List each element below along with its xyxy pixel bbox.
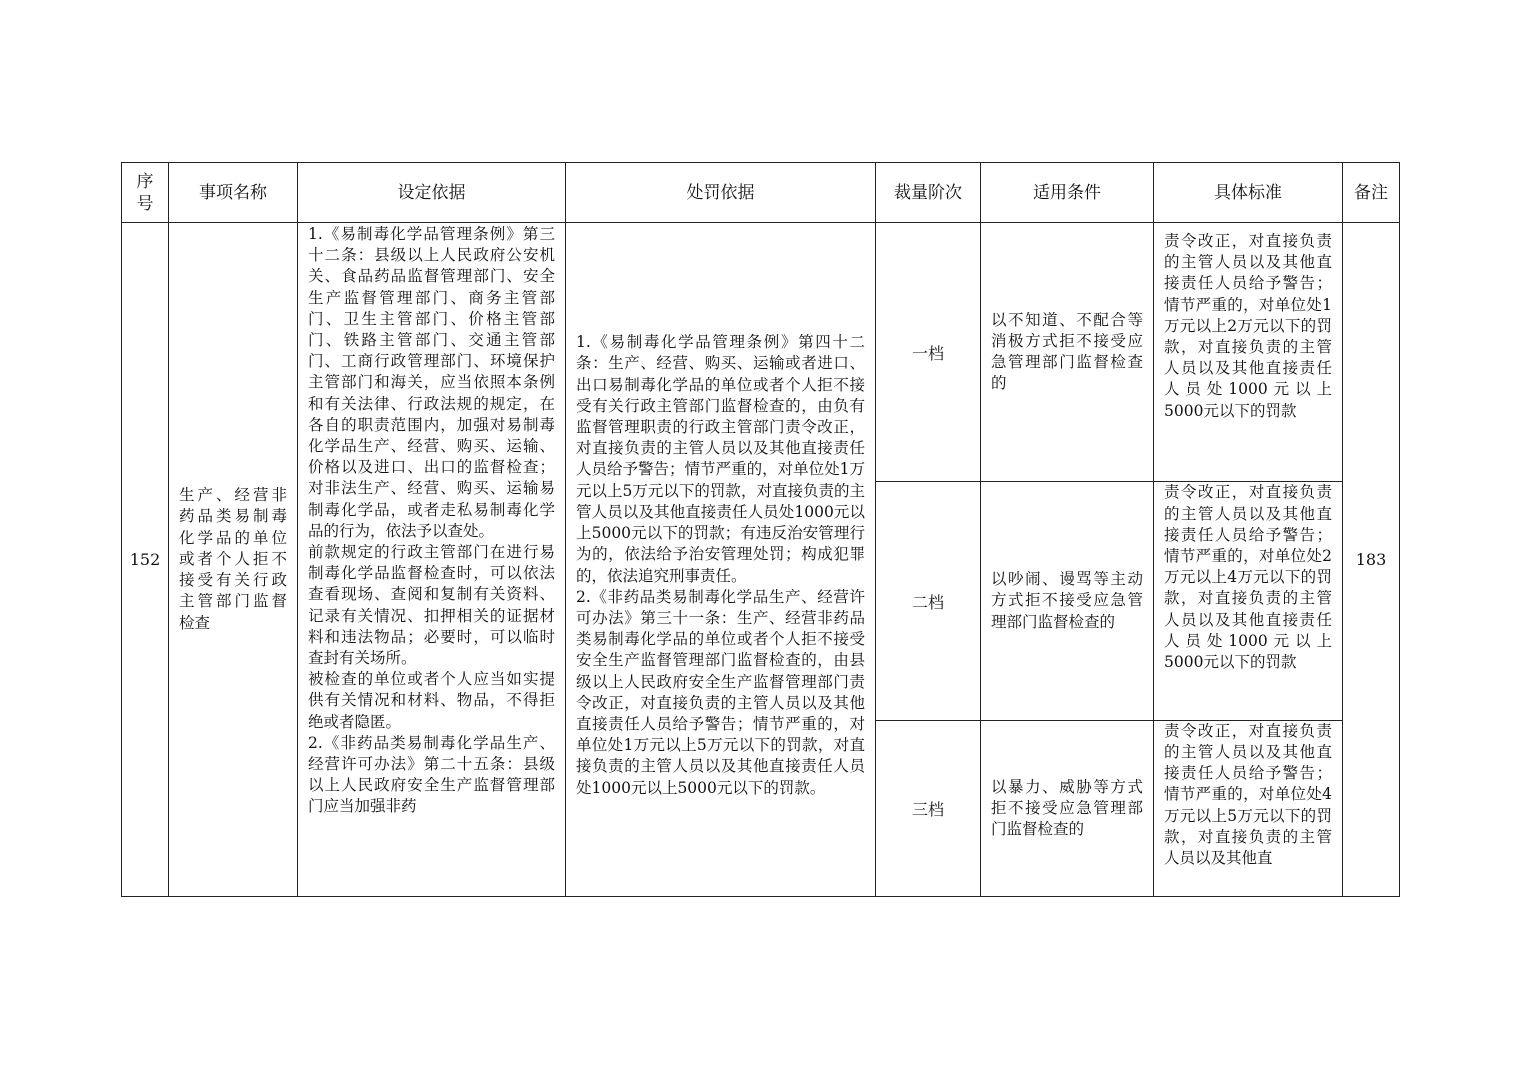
tier-2-level: 二档 xyxy=(876,482,981,720)
row-item-cell xyxy=(169,223,298,897)
row-no: 152 xyxy=(122,223,169,897)
header-standard: 具体标准 xyxy=(1154,163,1343,223)
header-basis: 设定依据 xyxy=(298,163,566,223)
tier-1-condition: 以不知道、不配合等消极方式拒不接受应急管理部门监督检查的 xyxy=(991,310,1143,393)
tier-3-standard: 责令改正，对直接负责的主管人员以及其他直接责任人员给予警告；情节严重的，对单位处4万元以上5万元以下的罚款，对直接负责的主管人员以及其他直 xyxy=(1164,721,1332,867)
tier-2-condition-cell xyxy=(981,482,1154,720)
row-basis: 1.《易制毒化学品管理条例》第三十二条：县级以上人民政府公安机关、食品药品监督管理部门、安全生产监督管理部门、商务主管部门、卫生主管部门、价格主管部门、铁路主管部门、交通主管部门、工商行政管理部门、环境保护主管部门和海关，应当依照本条例和有关法律、行政法规的规定，在各自的职责范围内，加强对易制毒化学品生产、经营、购买、运输、价格以及进口、出口的监督检查；对非法生产、经营、购买、运输易制毒化学品，或者走私易制毒化学品的行为，依法予以查处。 前款规定的行政主管部门在进行易制毒化学品监督检查时，可以依法查看现场、查阅和复制有关资料、记录有关情况、扣押相关的证据材料和违法物品；必要时，可以临时查封有关场所。 被检查的单位或者个人应当如实提供有关情况和材料、物品，不得拒绝或者隐匿。 2.《非药品类易制毒化学品生产、经营许可办法》第二十五条：县级以上人民政府安全生产监督管理部门应当加强非药 xyxy=(308,225,555,816)
row-remark: 183 xyxy=(1343,223,1400,897)
header-penalty-basis: 处罚依据 xyxy=(566,163,876,223)
tier-2-standard-cell xyxy=(1154,482,1343,720)
header-condition: 适用条件 xyxy=(981,163,1154,223)
header-item: 事项名称 xyxy=(169,163,298,223)
tier-3-standard-cell xyxy=(1154,720,1343,896)
penalty-table xyxy=(121,162,1400,897)
row-penalty-basis: 1.《易制毒化学品管理条例》第四十二条：生产、经营、购买、运输或者进口、出口易制毒化学品的单位或者个人拒不接受有关行政主管部门监督检查的，由负有监督管理职责的行政主管部门责令改正，对直接负责的主管人员以及其他直接责任人员给予警告；情节严重的，对单位处1万元以上5万元以下的罚款，对直接负责的主管人员以及其他直接责任人员处1000元以上5000元以下的罚款；有违反治安管理行为的，依法给予治安管理处罚；构成犯罪的，依法追究刑事责任。 2.《非药品类易制毒化学品生产、经营许可办法》第三十一条：生产、经营非药品类易制毒化学品的单位或者个人拒不接受安全生产监督管理部门监督检查的，由县级以上人民政府安全生产监督管理部门责令改正，对直接负责的主管人员以及其他直接责任人员给予警告；情节严重的，对单位处1万元以上5万元以下的罚款，对直接负责的主管人员以及其他直接责任人员处1000元以上5000元以下的罚款。 xyxy=(576,333,865,797)
header-no: 序号 xyxy=(122,163,169,223)
table-row xyxy=(122,223,1400,482)
tier-1-level: 一档 xyxy=(876,223,981,482)
header-row xyxy=(122,163,1400,223)
tier-1-condition-cell xyxy=(981,223,1154,482)
tier-3-condition-cell xyxy=(981,720,1154,896)
tier-3-condition: 以暴力、威胁等方式拒不接受应急管理部门监督检查的 xyxy=(991,777,1143,838)
header-level: 裁量阶次 xyxy=(876,163,981,223)
tier-1-standard: 责令改正，对直接负责的主管人员以及其他直接责任人员给予警告；情节严重的，对单位处1万元以上2万元以下的罚款，对直接负责的主管人员以及其他直接责任人员处1000元以上5000元以下的罚款 xyxy=(1164,232,1332,420)
tier-2-standard: 责令改正，对直接负责的主管人员以及其他直接责任人员给予警告；情节严重的，对单位处2万元以上4万元以下的罚款，对直接负责的主管人员以及其他直接责任人员处1000元以上5000元以下的罚款 xyxy=(1164,483,1332,671)
row-penalty-cell xyxy=(566,223,876,897)
row-basis-cell xyxy=(298,223,566,897)
row-item: 生产、经营非药品类易制毒化学品的单位或者个人拒不接受有关行政主管部门监督检查 xyxy=(179,486,287,632)
tier-3-level: 三档 xyxy=(876,720,981,896)
tier-1-standard-cell xyxy=(1154,223,1343,482)
header-remark: 备注 xyxy=(1343,163,1400,223)
tier-2-condition: 以吵闹、谩骂等主动方式拒不接受应急管理部门监督检查的 xyxy=(991,570,1143,631)
